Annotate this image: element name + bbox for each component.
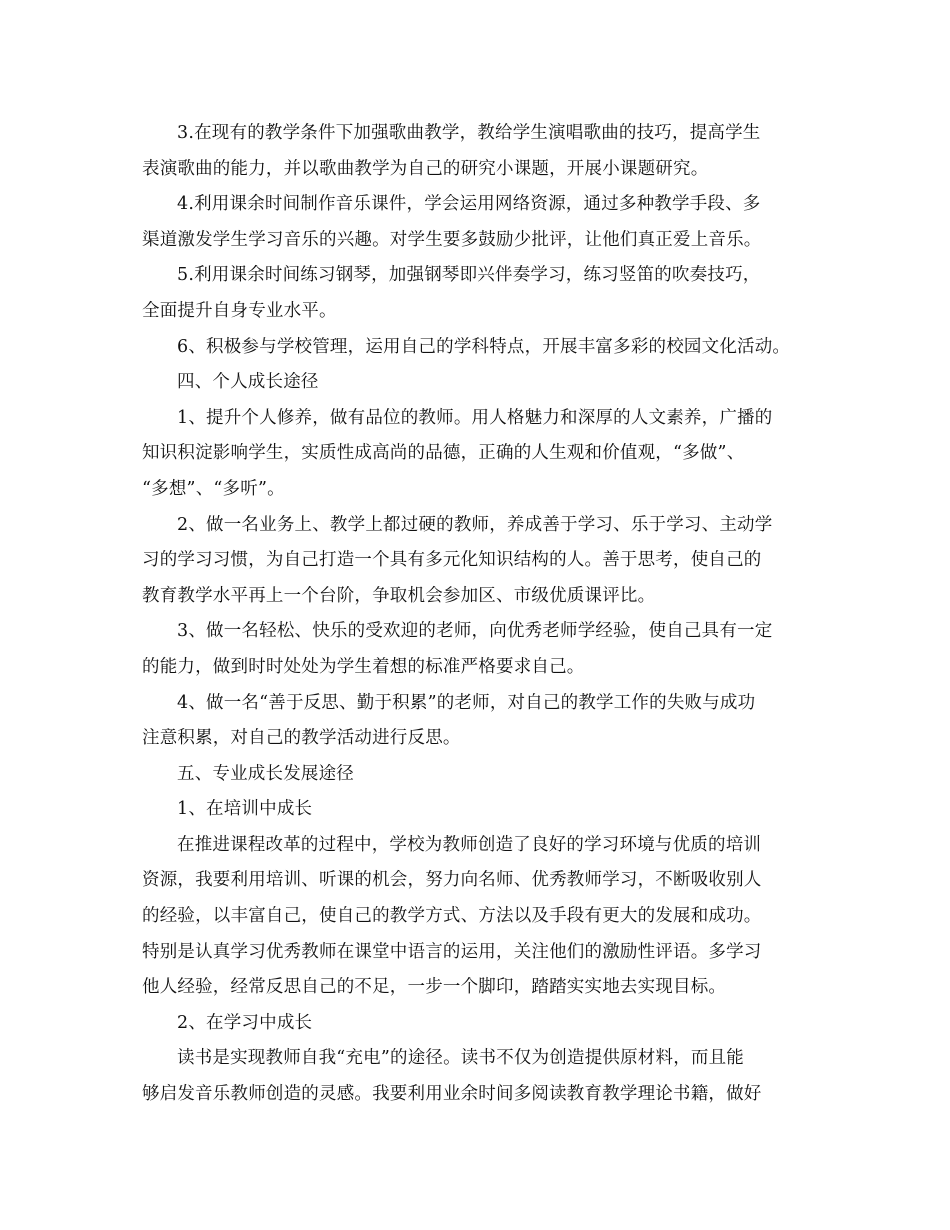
text-line: 他人经验，经常反思自己的不足，一步一个脚印，踏踏实实地去实现目标。	[142, 977, 727, 998]
text-line: 表演歌曲的能力，并以歌曲教学为自己的研究小课题，开展小课题研究。	[142, 158, 709, 179]
paragraph	[142, 330, 822, 366]
text-line: 3、做一名轻松、快乐的受欢迎的老师，向优秀老师学经验，使自己具有一定	[177, 621, 773, 642]
paragraph	[142, 365, 822, 401]
text-line: 五、专业成长发展途径	[177, 763, 354, 784]
text-line: 注意积累，对自己的教学活动进行反思。	[142, 728, 461, 749]
text-line: 四、个人成长途径	[177, 372, 319, 393]
text-line: 知识积淀影响学生，实质性成高尚的品德，正确的人生观和价值观，“多做”、	[142, 443, 745, 464]
paragraph	[142, 258, 822, 329]
text-line: 5.利用课余时间练习钢琴，加强钢琴即兴伴奏学习，练习竖笛的吹奏技巧，	[177, 265, 761, 286]
text-line: 4、做一名“善于反思、勤于积累”的老师，对自己的教学工作的失败与成功	[177, 692, 756, 713]
text-line: 6、积极参与学校管理，运用自己的学科特点，开展丰富多彩的校园文化活动。	[177, 336, 791, 357]
paragraph	[142, 757, 822, 793]
text-line: 在推进课程改革的过程中，学校为教师创造了良好的学习环境与优质的培训	[177, 834, 762, 855]
text-line: 够启发音乐教师创造的灵感。我要利用业余时间多阅读教育教学理论书籍，做好	[142, 1084, 762, 1105]
text-line: 特别是认真学习优秀教师在课堂中语言的运用，关注他们的激励性评语。多学习	[142, 941, 762, 962]
paragraph	[142, 116, 822, 187]
text-line: 习的学习习惯，为自己打造一个具有多元化知识结构的人。善于思考，使自己的	[142, 550, 762, 571]
paragraph	[142, 187, 822, 258]
text-line: “多想”、“多听”。	[142, 478, 285, 499]
text-line: 资源，我要利用培训、听课的机会，努力向名师、优秀教师学习，不断吸收别人	[142, 870, 762, 891]
text-line: 2、做一名业务上、教学上都过硬的教师，养成善于学习、乐于学习、主动学	[177, 514, 773, 535]
text-line: 渠道激发学生学习音乐的兴趣。对学生要多鼓励少批评，让他们真正爱上音乐。	[142, 229, 762, 250]
paragraph	[142, 401, 822, 508]
paragraph	[142, 1006, 822, 1042]
paragraph	[142, 1041, 822, 1112]
text-line: 读书是实现教师自我“充电”的途径。读书不仅为创造提供原材料，而且能	[177, 1048, 744, 1069]
text-line: 全面提升自身专业水平。	[142, 300, 337, 321]
text-line: 1、在培训中成长	[177, 799, 313, 820]
document-body	[142, 116, 822, 1113]
paragraph	[142, 686, 822, 757]
paragraph	[142, 614, 822, 685]
text-line: 4.利用课余时间制作音乐课件，学会运用网络资源，通过多种教学手段、多	[177, 194, 761, 215]
paragraph	[142, 508, 822, 615]
text-line: 的能力，做到时时处处为学生着想的标准严格要求自己。	[142, 656, 585, 677]
paragraph	[142, 828, 822, 1006]
text-line: 的经验，以丰富自己，使自己的教学方式、方法以及手段有更大的发展和成功。	[142, 906, 762, 927]
text-line: 2、在学习中成长	[177, 1012, 313, 1033]
text-line: 3.在现有的教学条件下加强歌曲教学，教给学生演唱歌曲的技巧，提高学生	[177, 123, 761, 143]
text-line: 教育教学水平再上一个台阶，争取机会参加区、市级优质课评比。	[142, 585, 656, 606]
text-line: 1、提升个人修养，做有品位的教师。用人格魅力和深厚的人文素养，广播的	[177, 407, 773, 428]
paragraph	[142, 792, 822, 828]
